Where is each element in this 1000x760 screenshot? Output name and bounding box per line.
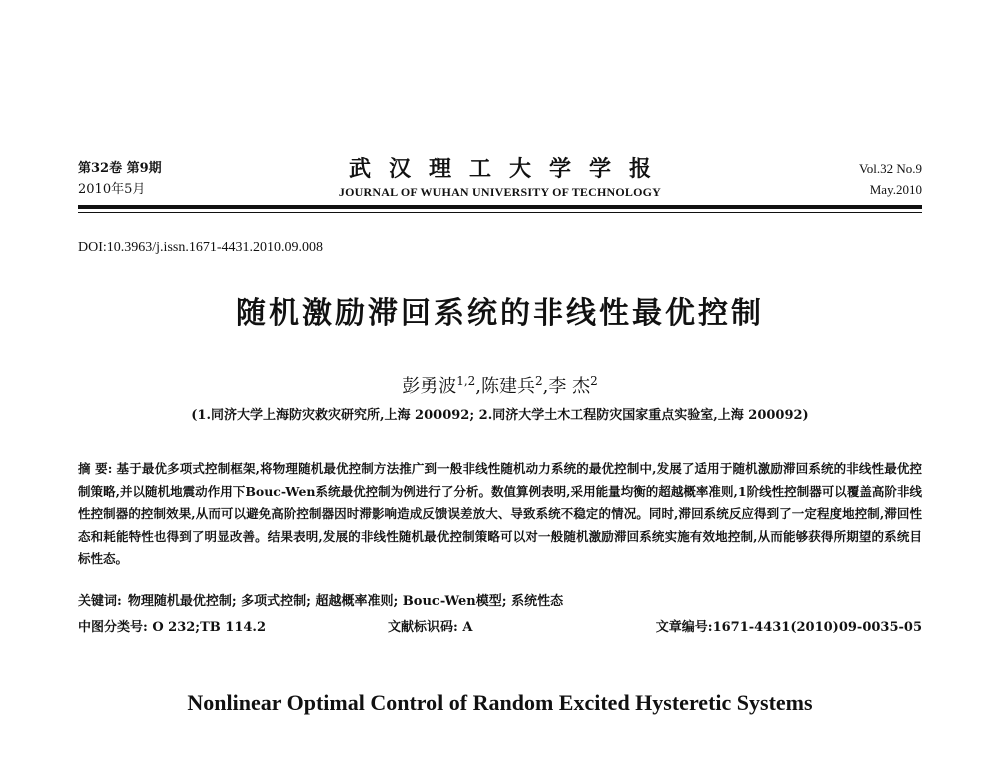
article-number: 文章编号:1671-4431(2010)09-0035-05 <box>655 620 922 635</box>
keywords <box>78 590 563 609</box>
author-list: 彭勇波$^{1,2}$,陈建兵$^2$,李 杰$^2$ <box>402 374 598 397</box>
author-affiliation-mark: 2 <box>590 374 598 388</box>
abstract <box>78 458 922 571</box>
paper-title-cn: 随机激励滞回系统的非线性最优控制 <box>236 296 764 331</box>
author-name: 陈建兵 <box>481 376 536 397</box>
clc-number: 中图分类号: O 232;TB 114.2 <box>78 620 267 635</box>
author-name: 彭勇波 <box>402 376 457 397</box>
header-left <box>78 158 162 200</box>
keywords-label: 关键词: <box>78 594 122 609</box>
volume-issue-cn: 第32卷 第9期 <box>78 161 162 176</box>
journal-title-cn: 武汉理工大学学报 <box>348 156 669 182</box>
author-name: 李 杰 <box>548 376 591 397</box>
affiliations: (1.同济大学上海防灾救灾研究所,上海 200092; 2.同济大学土木工程防灾国家重点实验室,上海 200092) <box>191 408 809 423</box>
author-affiliation-mark: 2 <box>535 374 543 388</box>
author-affiliation-mark: 1,2 <box>456 374 476 388</box>
abstract-label: 摘 要: <box>78 461 113 476</box>
header-rule-thin <box>78 212 922 213</box>
date-en: May.2010 <box>869 182 922 197</box>
journal-title-en: JOURNAL OF WUHAN UNIVERSITY OF TECHNOLOGY <box>338 185 662 199</box>
abstract-text: 基于最优多项式控制框架,将物理随机最优控制方法推广到一般非线性随机动力系统的最优控制中,发展了适用于随机激励滞回系统的非线性最优控制策略,并以随机地震动作用下Bouc-Wen系统最优控制为例进行了分析。数值算例表明,采用能量均衡的超越概率准则,1阶线性控制器可以覆盖高阶非线性控制器的控制效果,从而可以避免高阶控制器因时滞影响造成反馈误差放大、导致系统不稳定的情况。同时,滞回系统反应得到了一定程度地控制,滞回性态和耗能特性也得到了明显改善。结果表明,发展的非线性随机最优控制策略可以对一般随机激励滞回系统实施有效地控制,从而能够获得所期望的系统目标性态。 <box>78 461 922 567</box>
doi: DOI:10.3963/j.issn.1671-4431.2010.09.008 <box>78 240 323 255</box>
volume-issue-en: Vol.32 No.9 <box>859 161 922 176</box>
header-rule-thick <box>78 205 922 209</box>
paper-title-en: Nonlinear Optimal Control of Random Excited Hysteretic Systems <box>187 690 813 715</box>
journal-masthead <box>260 152 740 200</box>
keywords-text: 物理随机最优控制; 多项式控制; 超越概率准则; Bouc-Wen模型; 系统性态 <box>127 594 564 609</box>
document-code: 文献标识码: A <box>388 620 473 635</box>
header-right <box>859 158 922 200</box>
date-cn: 2010年5月 <box>78 182 146 197</box>
